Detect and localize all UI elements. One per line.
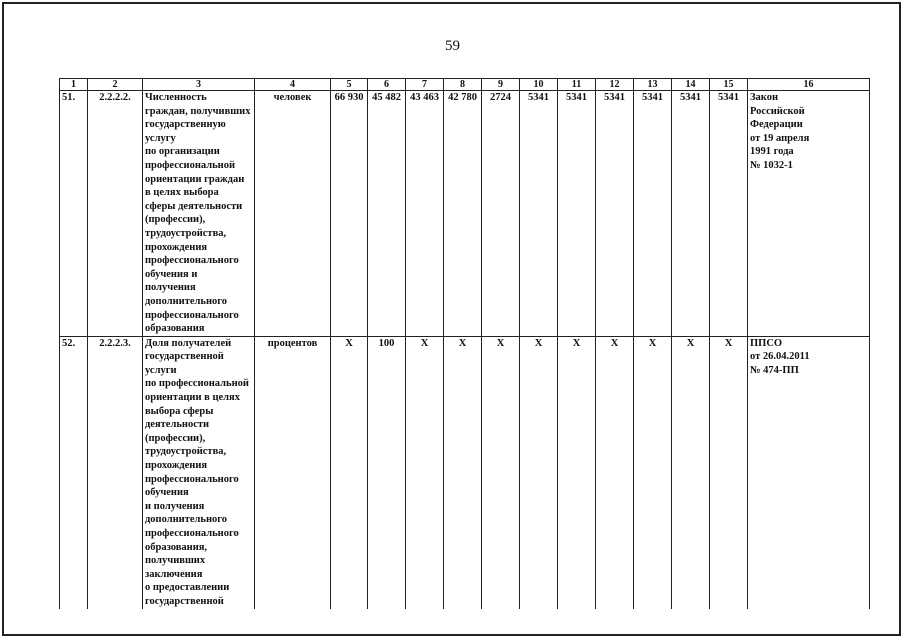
page-number: 59 [445,38,460,54]
indicator-table [59,78,870,609]
indicator-name: Доля получателей государственной услуги по профессиональной ориентации в целях выбора сферы деятельности (профессии), трудоустройства, прохождения профессионального обучения и получения дополнительного профессионального образования, получивших заключения о предоставлении государственной [143,336,255,608]
header-cell: 4 [255,79,331,91]
unit-of-measure: процентов [255,336,331,608]
value-cell: Х [672,336,710,608]
header-cell: 11 [558,79,596,91]
value-cell: Х [444,336,482,608]
header-cell: 5 [331,79,368,91]
indicator-name: Численность граждан, получивших государственную услугу по организации профессиональной ориентации граждан в целях выбора сферы деятельности (профессии), трудоустройства, прохождения профессионального обучения и получения дополнительного профессионального образования [143,91,255,337]
indicator-code: 2.2.2.2. [88,91,143,337]
value-cell: Х [710,336,748,608]
value-cell: 66 930 [331,91,368,337]
value-cell: Х [482,336,520,608]
value-cell: 45 482 [368,91,406,337]
row-number: 51. [60,91,88,337]
value-cell: 100 [368,336,406,608]
header-cell: 9 [482,79,520,91]
header-cell: 13 [634,79,672,91]
value-cell: Х [596,336,634,608]
header-cell: 8 [444,79,482,91]
header-cell: 3 [143,79,255,91]
legal-basis: Закон Российской Федерации от 19 апреля 1991 года № 1032-1 [748,91,870,337]
header-cell: 16 [748,79,870,91]
value-cell: 5341 [672,91,710,337]
unit-of-measure: человек [255,91,331,337]
value-cell: 5341 [520,91,558,337]
value-cell: 43 463 [406,91,444,337]
value-cell: 5341 [634,91,672,337]
header-row [60,79,870,91]
header-cell: 1 [60,79,88,91]
indicator-code: 2.2.2.3. [88,336,143,608]
row-number: 52. [60,336,88,608]
value-cell: Х [520,336,558,608]
table-row [60,91,870,337]
value-cell: 42 780 [444,91,482,337]
value-cell: Х [406,336,444,608]
header-cell: 2 [88,79,143,91]
value-cell: 2724 [482,91,520,337]
header-cell: 15 [710,79,748,91]
header-cell: 7 [406,79,444,91]
header-cell: 12 [596,79,634,91]
value-cell: 5341 [596,91,634,337]
header-cell: 6 [368,79,406,91]
table-row [60,336,870,608]
value-cell: Х [331,336,368,608]
value-cell: 5341 [710,91,748,337]
header-cell: 10 [520,79,558,91]
legal-basis: ППСО от 26.04.2011 № 474-ПП [748,336,870,608]
value-cell: 5341 [558,91,596,337]
value-cell: Х [558,336,596,608]
value-cell: Х [634,336,672,608]
header-cell: 14 [672,79,710,91]
